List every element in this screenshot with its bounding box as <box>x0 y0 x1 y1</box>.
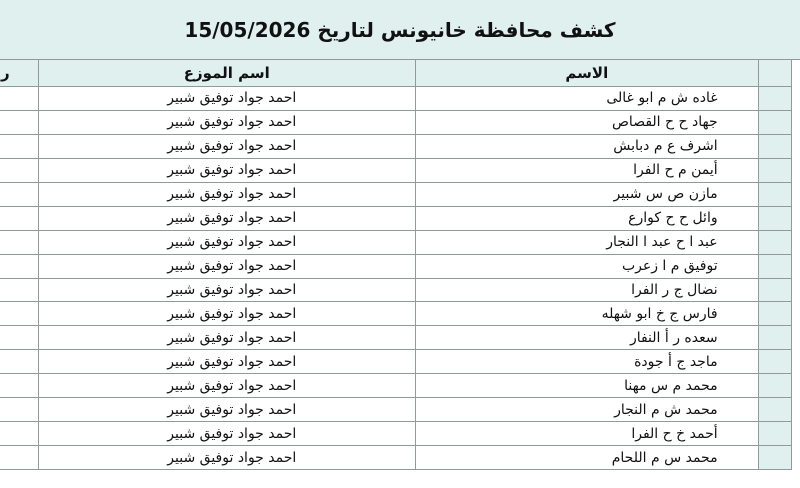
distributor-cell: احمد جواد توفيق شبير <box>38 230 416 254</box>
name-cell: أيمن م ح الفرا <box>416 158 759 182</box>
distributor-cell: احمد جواد توفيق شبير <box>38 302 416 326</box>
partial-column-cell <box>0 158 38 182</box>
partial-column-cell <box>0 134 38 158</box>
table-row <box>0 110 792 134</box>
distributor-cell: احمد جواد توفيق شبير <box>38 350 416 374</box>
row-index-cell <box>758 87 791 111</box>
distributor-cell: احمد جواد توفيق شبير <box>38 446 416 470</box>
beneficiaries-table <box>0 59 792 470</box>
name-cell: محمد ش م النجار <box>416 398 759 422</box>
table-row <box>0 446 792 470</box>
name-cell: ماجد ج أ جودة <box>416 350 759 374</box>
distributor-cell: احمد جواد توفيق شبير <box>38 398 416 422</box>
table-row <box>0 182 792 206</box>
distributor-cell: احمد جواد توفيق شبير <box>38 422 416 446</box>
header-row <box>0 60 792 87</box>
name-cell: نضال ج ر الفرا <box>416 278 759 302</box>
distributor-cell: احمد جواد توفيق شبير <box>38 326 416 350</box>
row-index-cell <box>758 278 791 302</box>
row-index-cell <box>758 326 791 350</box>
distributor-cell: احمد جواد توفيق شبير <box>38 134 416 158</box>
row-index-cell <box>758 398 791 422</box>
distributor-cell: احمد جواد توفيق شبير <box>38 278 416 302</box>
column-header-partial: ر <box>0 60 38 87</box>
row-index-cell <box>758 254 791 278</box>
name-cell: فارس ج خ ابو شهله <box>416 302 759 326</box>
row-index-cell <box>758 158 791 182</box>
table-row <box>0 398 792 422</box>
distributor-cell: احمد جواد توفيق شبير <box>38 158 416 182</box>
distributor-cell: احمد جواد توفيق شبير <box>38 110 416 134</box>
row-index-cell <box>758 134 791 158</box>
table-row <box>0 374 792 398</box>
partial-column-cell <box>0 254 38 278</box>
name-cell: اشرف ع م دبابش <box>416 134 759 158</box>
table-row <box>0 254 792 278</box>
table-body <box>0 87 792 470</box>
row-index-cell <box>758 230 791 254</box>
row-index-cell <box>758 110 791 134</box>
name-cell: جهاد ح ح القصاص <box>416 110 759 134</box>
table-row <box>0 230 792 254</box>
sheet-title: كشف محافظة خانيونس لتاريخ 15/05/2026 <box>0 0 800 60</box>
table-row <box>0 87 792 111</box>
distributor-cell: احمد جواد توفيق شبير <box>38 182 416 206</box>
name-cell: توفيق م ا زعرب <box>416 254 759 278</box>
row-index-cell <box>758 350 791 374</box>
name-cell: عبد ا ح عبد ا النجار <box>416 230 759 254</box>
partial-column-cell <box>0 374 38 398</box>
name-cell: أحمد خ ح الفرا <box>416 422 759 446</box>
partial-column-cell <box>0 422 38 446</box>
distributor-cell: احمد جواد توفيق شبير <box>38 87 416 111</box>
partial-column-cell <box>0 206 38 230</box>
distributor-cell: احمد جواد توفيق شبير <box>38 254 416 278</box>
partial-column-cell <box>0 446 38 470</box>
table-row <box>0 350 792 374</box>
column-header-distributor: اسم الموزع <box>38 60 416 87</box>
partial-column-cell <box>0 278 38 302</box>
row-index-cell <box>758 206 791 230</box>
partial-column-cell <box>0 230 38 254</box>
name-cell: غاده ش م ابو غالى <box>416 87 759 111</box>
partial-column-cell <box>0 302 38 326</box>
partial-column-cell <box>0 182 38 206</box>
partial-column-cell <box>0 326 38 350</box>
partial-column-cell <box>0 350 38 374</box>
partial-column-cell <box>0 398 38 422</box>
table-row <box>0 302 792 326</box>
name-cell: مازن ص س شبير <box>416 182 759 206</box>
row-index-cell <box>758 374 791 398</box>
name-cell: محمد م س مهنا <box>416 374 759 398</box>
table-row <box>0 158 792 182</box>
row-index-cell <box>758 422 791 446</box>
table-row <box>0 326 792 350</box>
table-row <box>0 206 792 230</box>
name-cell: وائل ح ح كوارع <box>416 206 759 230</box>
name-cell: محمد س م اللحام <box>416 446 759 470</box>
column-header-index <box>758 60 791 87</box>
row-index-cell <box>758 302 791 326</box>
name-cell: سعده ر أ النفار <box>416 326 759 350</box>
partial-column-cell <box>0 87 38 111</box>
table-row <box>0 422 792 446</box>
table-row <box>0 278 792 302</box>
distributor-cell: احمد جواد توفيق شبير <box>38 374 416 398</box>
distributor-cell: احمد جواد توفيق شبير <box>38 206 416 230</box>
partial-column-cell <box>0 110 38 134</box>
column-header-name: الاسم <box>416 60 759 87</box>
table-row <box>0 134 792 158</box>
row-index-cell <box>758 182 791 206</box>
row-index-cell <box>758 446 791 470</box>
